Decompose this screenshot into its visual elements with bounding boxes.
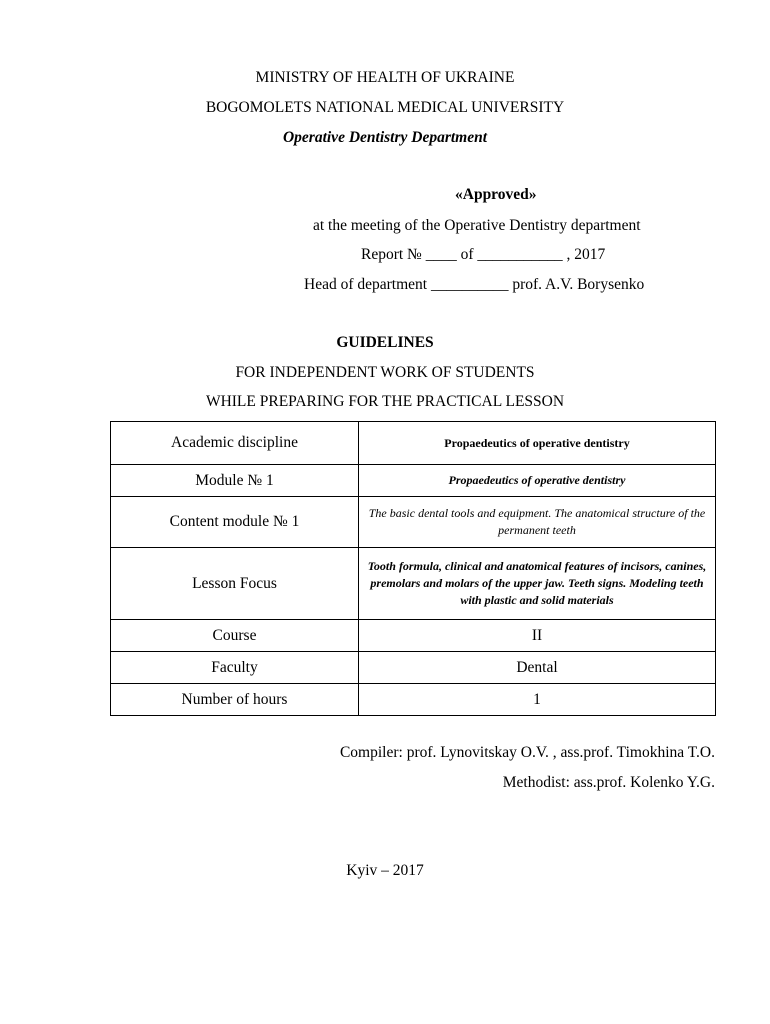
guidelines-title: GUIDELINES bbox=[336, 334, 434, 351]
row-value: Propaedeutics of operative dentistry bbox=[359, 465, 716, 497]
university-title: BOGOMOLETS NATIONAL MEDICAL UNIVERSITY bbox=[205, 99, 565, 116]
row-value: Tooth formula, clinical and anatomical features of incisors, canines, premolars and molars of the upper jaw. Teeth signs. Modeling teeth with plastic and solid materials bbox=[359, 548, 716, 620]
row-label: Module № 1 bbox=[111, 465, 359, 497]
table-row bbox=[111, 548, 716, 620]
row-value: 1 bbox=[359, 684, 716, 716]
table-row bbox=[111, 652, 716, 684]
row-value: II bbox=[359, 620, 716, 652]
row-label: Lesson Focus bbox=[111, 548, 359, 620]
guidelines-subtitle-2: WHILE PREPARING FOR THE PRACTICAL LESSON bbox=[205, 393, 565, 410]
lesson-info-table bbox=[110, 421, 716, 716]
table-row bbox=[111, 684, 716, 716]
row-value: Propaedeutics of operative dentistry bbox=[359, 422, 716, 465]
department-title: Operative Dentistry Department bbox=[282, 129, 488, 146]
approval-report: Report № ____ of ___________ , 2017 bbox=[361, 246, 606, 263]
methodist-line: Methodist: ass.prof. Kolenko Y.G. bbox=[502, 774, 715, 791]
row-value: The basic dental tools and equipment. The anatomical structure of the permanent teeth bbox=[359, 497, 716, 548]
table-row bbox=[111, 465, 716, 497]
row-label: Number of hours bbox=[111, 684, 359, 716]
guidelines-subtitle-1: FOR INDEPENDENT WORK OF STUDENTS bbox=[235, 364, 535, 381]
row-value: Dental bbox=[359, 652, 716, 684]
table-row bbox=[111, 422, 716, 465]
approval-meeting: at the meeting of the Operative Dentistry department bbox=[313, 217, 641, 234]
approval-head: Head of department __________ prof. A.V. Borysenko bbox=[304, 276, 645, 293]
row-label: Faculty bbox=[111, 652, 359, 684]
row-label: Course bbox=[111, 620, 359, 652]
row-label: Content module № 1 bbox=[111, 497, 359, 548]
table-row bbox=[111, 497, 716, 548]
ministry-title: MINISTRY OF HEALTH OF UKRAINE bbox=[255, 69, 515, 86]
city-year: Kyiv – 2017 bbox=[346, 862, 424, 879]
table-row bbox=[111, 620, 716, 652]
row-label: Academic discipline bbox=[111, 422, 359, 465]
compiler-line: Compiler: prof. Lynovitskay O.V. , ass.prof. Timokhina T.O. bbox=[339, 744, 715, 761]
approved-title: «Approved» bbox=[455, 186, 537, 203]
